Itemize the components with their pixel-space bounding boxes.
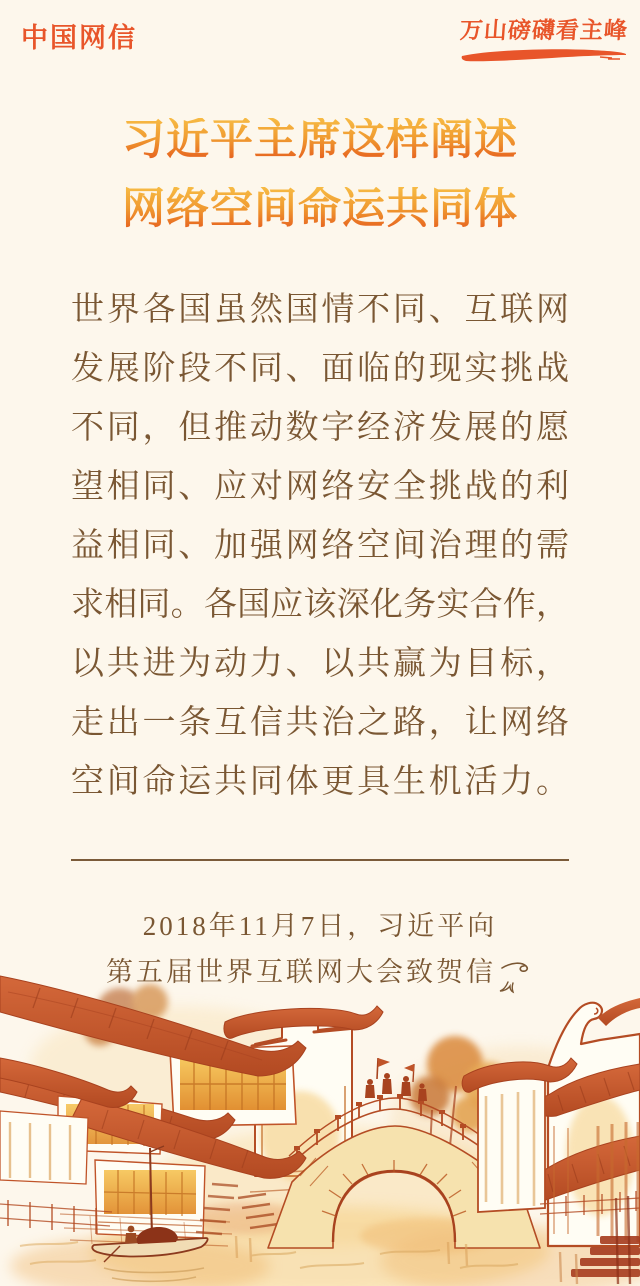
quote-line: 走出一条互信共治之路，让网络 [71, 705, 569, 741]
watertown-illustration [0, 946, 640, 1286]
quote-line: 以共进为动力、以共赢为目标， [71, 646, 569, 682]
campaign-logo [460, 12, 628, 62]
flourish-icon [498, 960, 534, 994]
title-line-2: 网络空间命运共同体 [0, 187, 640, 233]
divider-line [71, 859, 569, 861]
quote-line: 益相同、加强网络空间治理的需 [71, 528, 569, 564]
campaign-logo-text: 万山磅礴看主峰 [458, 17, 629, 43]
quote-line: 空间命运共同体更具生机活力。 [71, 764, 569, 800]
attribution-line-2-wrap [0, 949, 640, 995]
quote-line: 世界各国虽然国情不同、互联网 [71, 292, 569, 328]
attribution [0, 903, 640, 995]
page-title [0, 118, 640, 257]
title-line-1: 习近平主席这样阐述 [0, 118, 640, 164]
brush-underline-icon [460, 47, 628, 62]
attribution-line-1: 2018年11月7日，习近平向 [142, 911, 498, 941]
site-logo: 中国网信 [21, 23, 137, 53]
quote-line: 不同，但推动数字经济发展的愿 [71, 410, 569, 446]
quote-line: 望相同、应对网络安全挑战的利 [71, 469, 569, 505]
attribution-line-2: 第五届世界互联网大会致贺信 [106, 957, 496, 987]
quote-line: 发展阶段不同、面临的现实挑战 [71, 351, 569, 387]
quote-line: 求相同。各国应该深化务实合作， [71, 587, 569, 623]
quote-block [71, 281, 569, 812]
